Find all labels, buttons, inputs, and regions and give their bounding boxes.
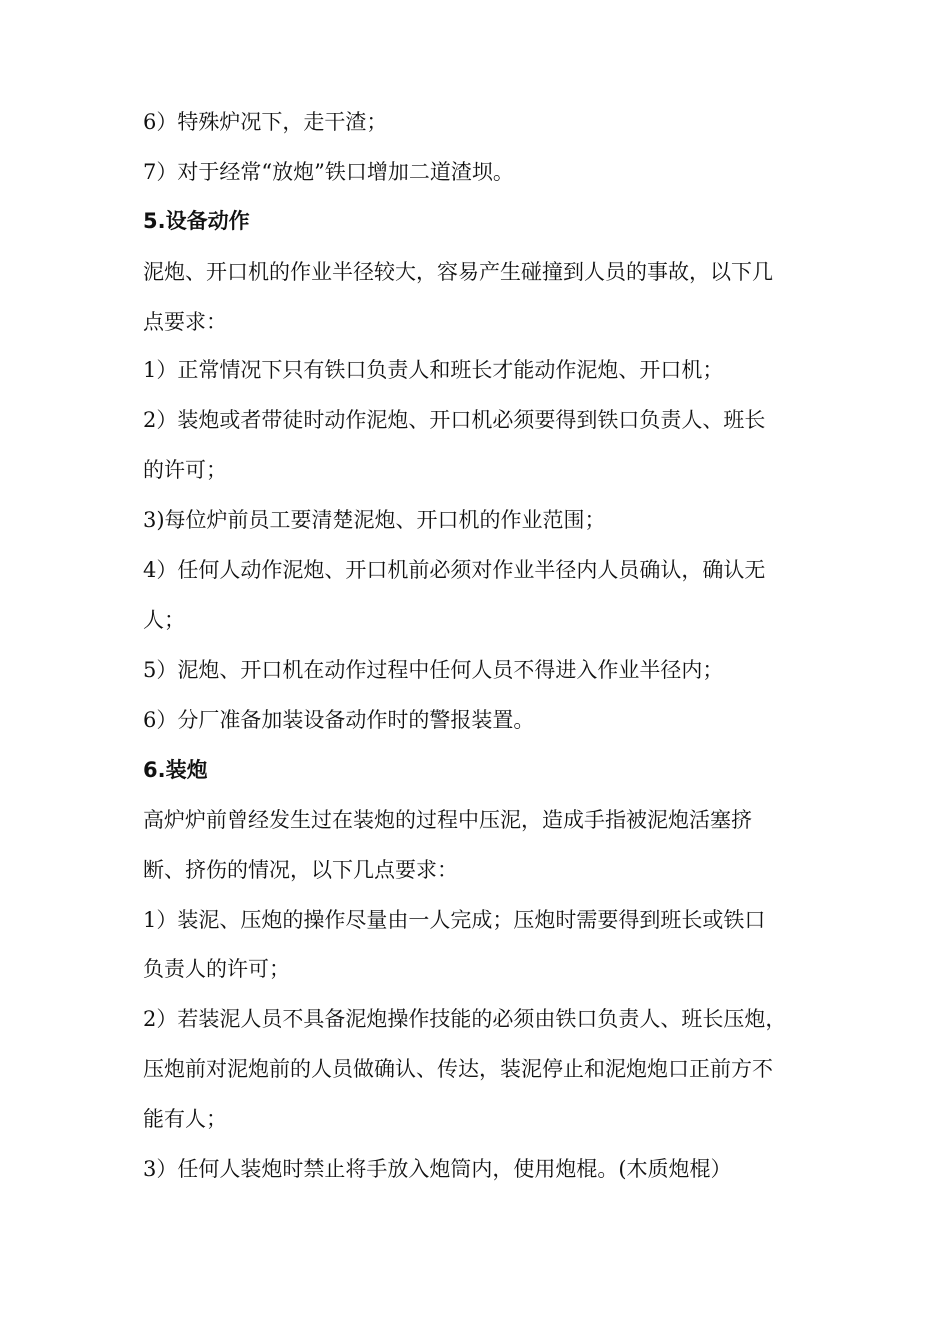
text-line: 1）装泥、压炮的操作尽量由一人完成；压炮时需要得到班长或铁口 <box>143 908 766 932</box>
text-line: 泥炮、开口机的作业半径较大，容易产生碰撞到人员的事故，以下几 <box>143 260 773 284</box>
text-line: 3)每位炉前员工要清楚泥炮、开口机的作业范围； <box>143 508 606 532</box>
text-line: 压炮前对泥炮前的人员做确认、传达，装泥停止和泥炮炮口正前方不 <box>143 1057 773 1081</box>
section-heading: 5.设备动作 <box>143 209 250 233</box>
text-line: 能有人； <box>143 1107 227 1131</box>
text-line: 1）正常情况下只有铁口负责人和班长才能动作泥炮、开口机； <box>143 358 724 382</box>
text-line: 7）对于经常“放炮”铁口增加二道渣坝。 <box>143 160 514 184</box>
text-line: 2）若装泥人员不具备泥炮操作技能的必须由铁口负责人、班长压炮， <box>143 1007 787 1031</box>
text-line: 高炉炉前曾经发生过在装炮的过程中压泥，造成手指被泥炮活塞挤 <box>143 808 752 832</box>
text-line: 断、挤伤的情况，以下几点要求： <box>143 858 458 882</box>
text-line: 人； <box>143 608 185 632</box>
text-line: 点要求： <box>143 310 227 334</box>
text-line: 的许可； <box>143 458 227 482</box>
text-line: 5）泥炮、开口机在动作过程中任何人员不得进入作业半径内； <box>143 658 724 682</box>
text-line: 3）任何人装炮时禁止将手放入炮筒内，使用炮棍。(木质炮棍） <box>143 1157 732 1181</box>
text-line: 6）分厂准备加装设备动作时的警报装置。 <box>143 708 535 732</box>
text-line: 6）特殊炉况下，走干渣； <box>143 110 388 134</box>
text-line: 负责人的许可； <box>143 957 290 981</box>
text-line: 4）任何人动作泥炮、开口机前必须对作业半径内人员确认，确认无 <box>143 558 766 582</box>
text-line: 2）装炮或者带徒时动作泥炮、开口机必须要得到铁口负责人、班长 <box>143 408 766 432</box>
section-heading: 6.装炮 <box>143 758 208 782</box>
